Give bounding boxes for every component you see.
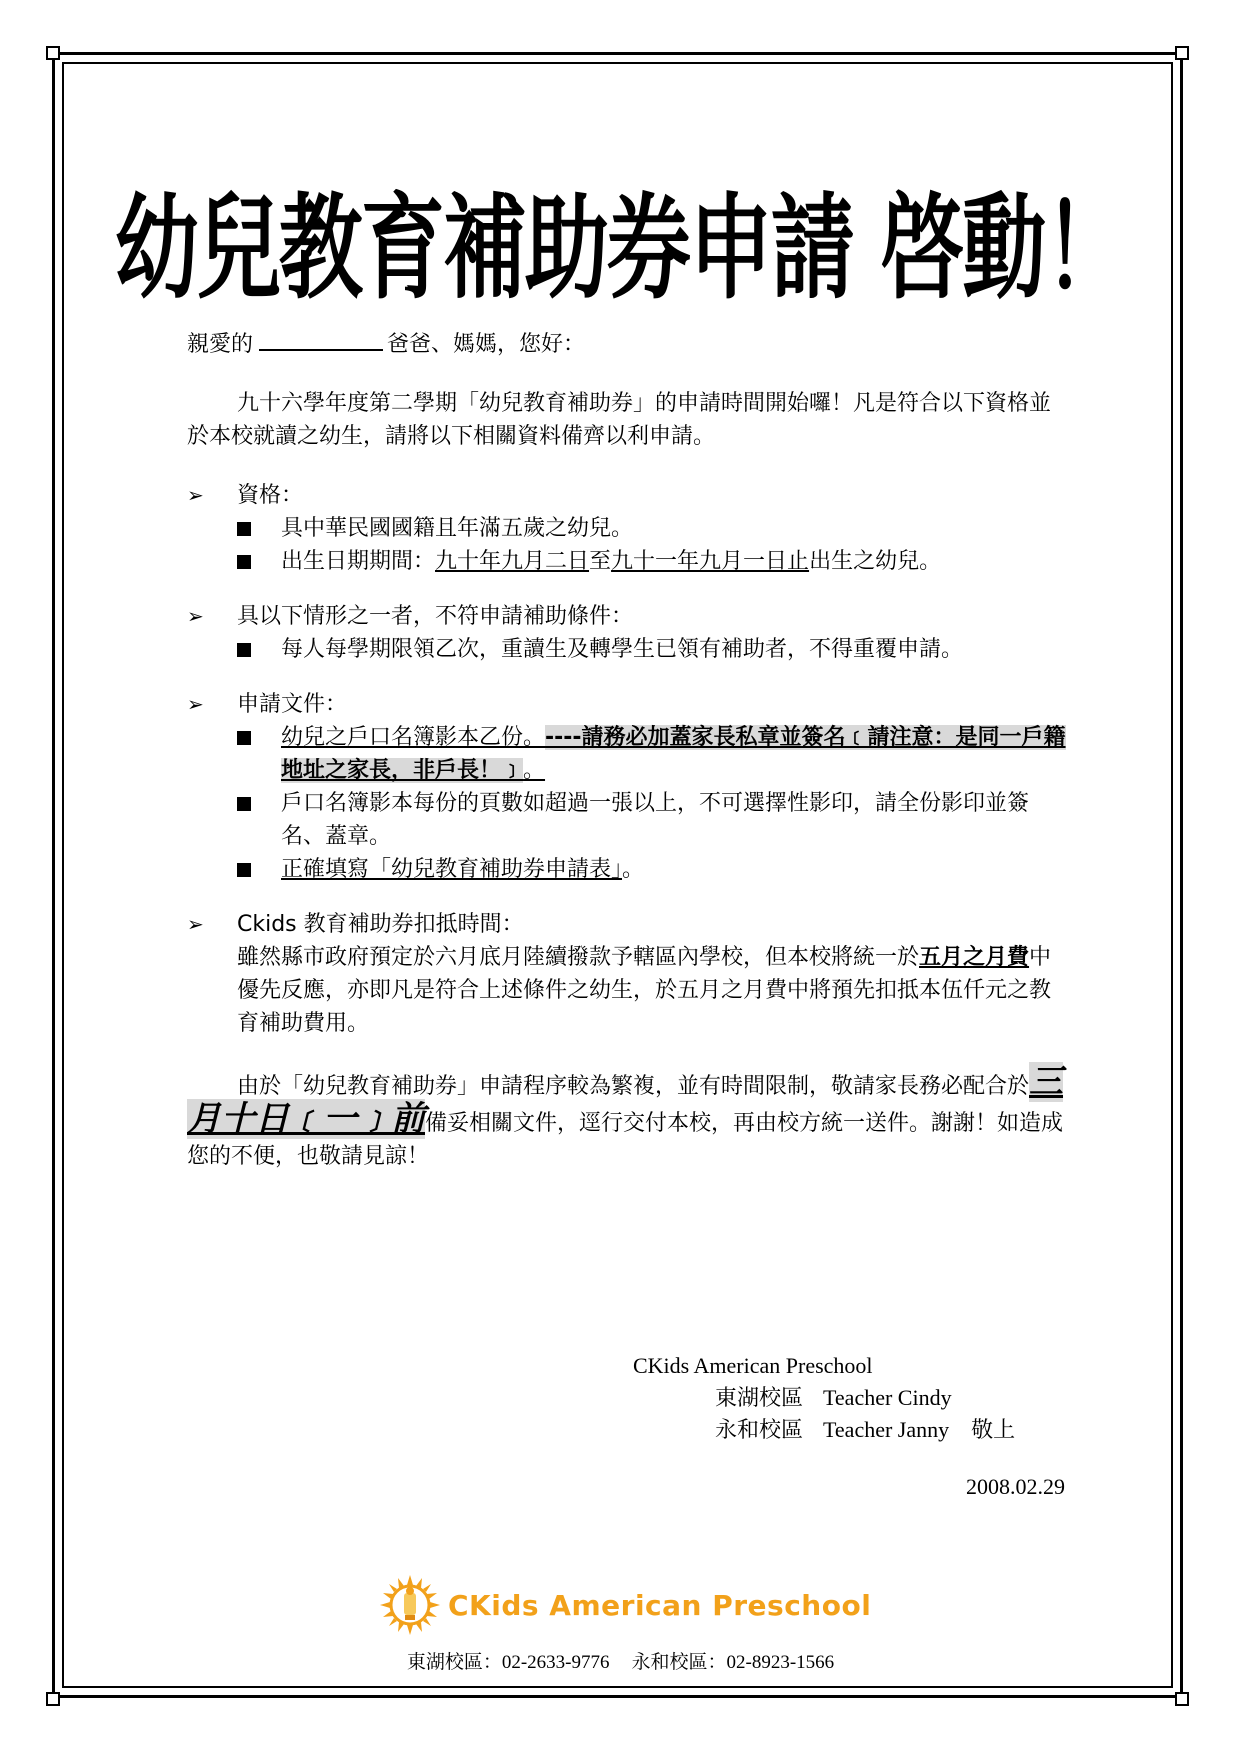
sun-logo-icon [378,1573,442,1637]
date-mid: 至 [589,549,612,574]
list-item [187,545,1067,578]
section-head [187,479,1067,512]
letter-date: 2008.02.29 [966,1474,1065,1499]
closing-paragraph [187,1062,1067,1173]
teacher-name: Teacher Cindy [823,1385,952,1410]
item-text: 每人每學期限領乙次，重讀生及轉學生已領有補助者，不得重覆申請。 [281,637,964,662]
greeting-suffix: 爸爸、媽媽，您好： [387,332,586,357]
item-prefix: 出生日期期間： [281,549,436,574]
campus-label: 東湖校區： [406,1652,502,1673]
campus-label: 永和校區： [631,1652,727,1673]
section-deduction [187,908,1067,1040]
footer-contacts [0,1647,1241,1674]
square-bullet-icon [237,797,251,811]
item-text: 具中華民國國籍且年滿五歲之幼兒。 [281,516,634,541]
border-corner [1175,46,1189,60]
deadline: 三月十日﹝一﹞前 [187,1062,1064,1139]
item-end: 。 [523,758,546,783]
greeting-prefix: 親愛的 [187,332,254,357]
page-title: 幼兒教育補助券申請 啓動！ [114,182,1127,315]
bullet-list [187,512,1067,578]
item-end: 。 [622,857,645,882]
signature-line [633,1382,1015,1414]
body-part1: 雖然縣市政府預定於六月底月陸續撥款予轄區內學校，但本校將統一於 [237,945,920,970]
bullet-list [187,721,1067,886]
bullet-list [187,633,1067,666]
section-qualification [187,479,1067,578]
intro-paragraph: 九十六學年度第二學期「幼兒教育補助券」的申請時間開始囉！凡是符合以下資格並於本校就讀之幼生，請將以下相關資料備齊以利申請。 [187,391,1052,449]
section-title: 資格： [237,483,304,508]
square-bullet-icon [237,863,251,877]
square-bullet-icon [237,643,251,657]
list-item [187,787,1067,853]
section-head [187,688,1067,721]
section-exclusion [187,600,1067,666]
body-part2: 中優先反應，亦即凡是符合上述條件之幼生，於五月之月費中將預先扣抵本伍仟元之教育補助費用。 [237,945,1052,1036]
border-corner [46,46,60,60]
section-body [187,941,1067,1040]
greeting [187,328,1067,361]
campus-phone: 02-8923-1566 [726,1652,835,1673]
campus-name: 永和校區 [715,1417,804,1442]
section-title: Ckids 教育補助券扣抵時間： [237,912,524,937]
name-blank [259,329,383,351]
date-from: 九十年九月二日 [435,549,590,574]
logo-text: CKids American Preschool [448,1588,872,1622]
square-bullet-icon [237,522,251,536]
item-suffix: 出生之幼兒。 [809,549,942,574]
section-documents [187,688,1067,886]
school-logo [378,1573,871,1637]
item-text [281,853,644,886]
date-to: 九十一年九月一日止 [611,549,810,574]
important-note: ----請務必加蓋家長私章並簽名﹝請注意：是同一戶籍地址之家長，非戶長！﹞ [281,725,1066,783]
campus-phone: 02-2633-9776 [501,1652,610,1673]
closing-part1: 由於「幼兒教育補助券」申請程序較為繁複，並有時間限制，敬請家長務必配合於 [237,1074,1030,1099]
signature-school: CKids American Preschool [633,1353,873,1378]
border-corner [1175,1692,1189,1706]
signature-line [633,1414,1015,1446]
section-head [187,908,1067,941]
body-emphasis: 五月之月費 [919,945,1030,970]
list-item [187,512,1067,545]
list-item [187,633,1067,666]
list-item [187,853,1067,886]
letter-body [187,328,1067,1173]
closing-part2: 備妥相關文件，逕行交付本校，再由校方統一送件。謝謝！如造成您的不便，也敬請見諒！ [187,1111,1064,1169]
section-title: 具以下情形之一者，不符申請補助條件： [237,604,634,629]
arrow-bullet-icon: ➢ [187,604,204,628]
item-text [281,721,1067,787]
section-title: 申請文件： [237,692,348,717]
campus-name: 東湖校區 [715,1385,804,1410]
list-item [187,721,1067,787]
square-bullet-icon [237,555,251,569]
application-form-text: 正確填寫「幼兒教育補助券申請表」 [281,857,623,882]
square-bullet-icon [237,731,251,745]
border-corner [46,1692,60,1706]
regards: 敬上 [971,1417,1016,1442]
arrow-bullet-icon: ➢ [187,483,204,507]
signature-block [633,1350,1015,1446]
item-plain: 幼兒之戶口名簿影本乙份。 [281,725,546,750]
arrow-bullet-icon: ➢ [187,912,204,936]
section-head [187,600,1067,633]
item-text [281,545,941,578]
item-text: 戶口名簿影本每份的頁數如超過一張以上，不可選擇性影印，請全份影印並簽名、蓋章。 [281,791,1030,849]
arrow-bullet-icon: ➢ [187,692,204,716]
teacher-name: Teacher Janny [823,1417,950,1442]
